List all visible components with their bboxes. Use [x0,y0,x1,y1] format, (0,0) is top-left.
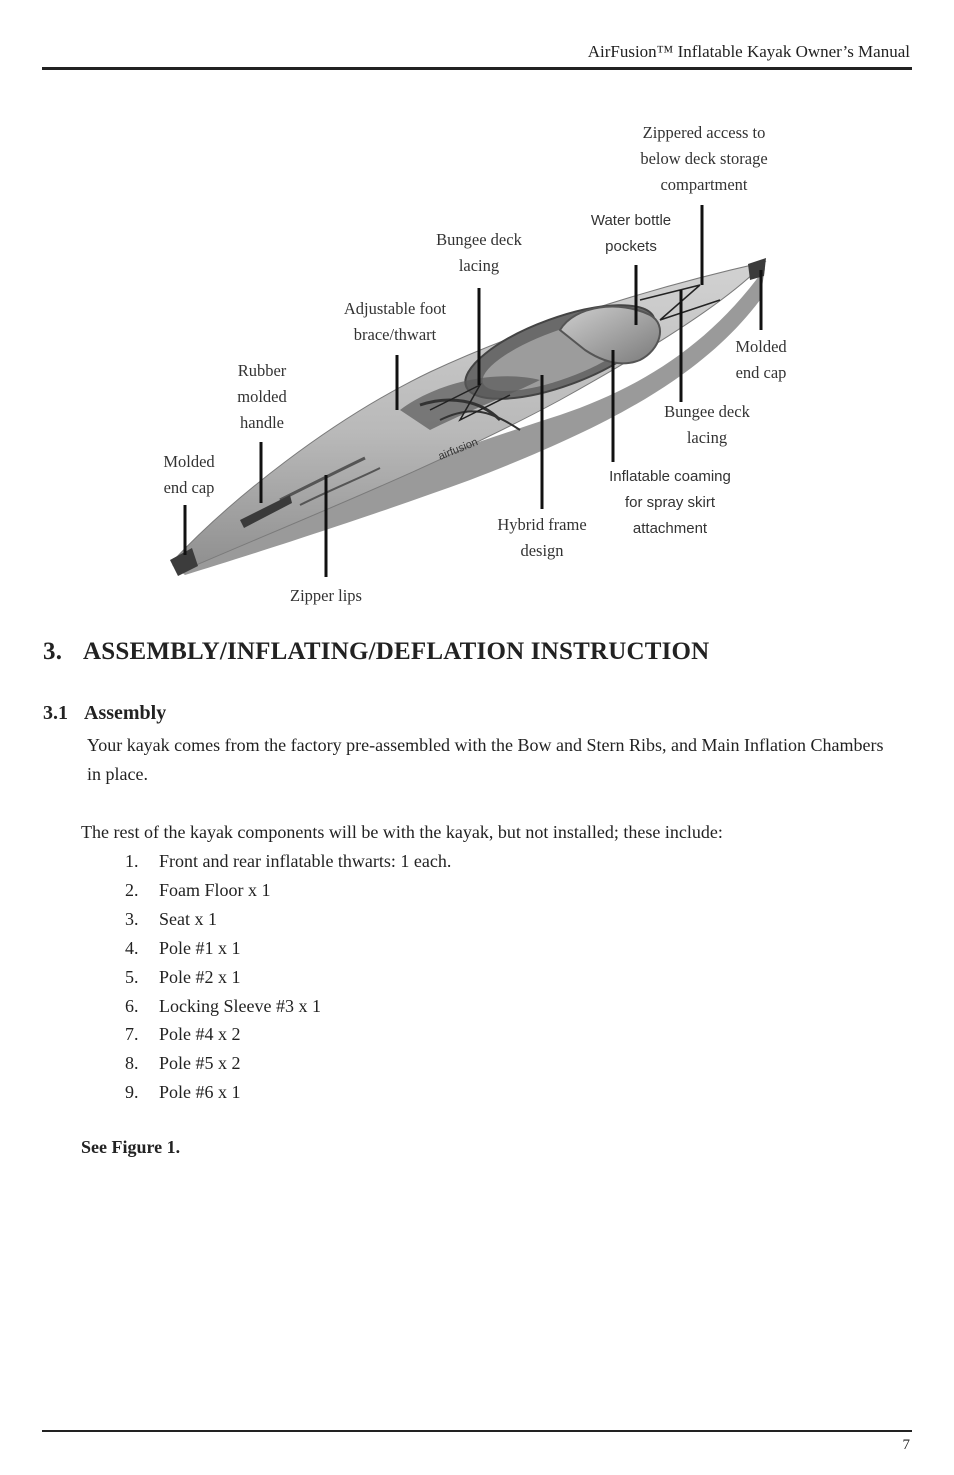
callout-foot-brace: Adjustable foot brace/thwart [343,299,447,344]
callout-zippered-access: Zippered access to below deck storage compartment [640,123,768,194]
callout-water-bottle: Water bottle pockets [590,212,672,255]
section-number: 3. [43,638,63,665]
callout-coaming: Inflatable coaming for spray skirt attachment [609,468,731,537]
subsection-title: Assembly [84,702,167,724]
subsection-number: 3.1 [43,702,68,724]
logo-text: airfusion [436,436,480,463]
callout-molded-end-cap-right: Molded end cap [735,337,787,382]
list-item: 8. Pole #5 x 2 [125,1053,241,1074]
callout-molded-end-cap-left: Molded end cap [163,452,215,497]
callout-rubber-handle: Rubber molded handle [237,361,287,432]
section-title: ASSEMBLY/INFLATING/DEFLATION INSTRUCTION [83,638,710,665]
footer-rule [42,1430,912,1432]
list-item: 2. Foam Floor x 1 [125,879,271,900]
list-item: 5. Pole #2 x 1 [125,966,241,987]
kayak-figure [0,0,954,620]
callout-bungee-top: Bungee deck lacing [436,230,522,275]
see-figure-note: See Figure 1. [81,1137,181,1157]
kayak-illustration [0,0,954,620]
page-number: 7 [902,1437,910,1453]
parts-list [125,847,451,1107]
list-item: 3. Seat x 1 [125,908,217,929]
list-item: 6. Locking Sleeve #3 x 1 [125,995,321,1016]
list-item: 9. Pole #6 x 1 [125,1082,241,1103]
list-item: 7. Pole #4 x 2 [125,1024,241,1045]
callout-zipper-lips: Zipper lips [290,586,362,605]
list-item: 1. Front and rear inflatable thwarts: 1 each. [125,851,452,871]
assembly-paragraph-1: Your kayak comes from the factory pre-assembled with the Bow and Stern Ribs, and Main Inflation Chambers in place. [87,735,884,784]
callout-bungee-right: Bungee deck lacing [664,402,750,447]
list-item: 4. Pole #1 x 1 [125,937,241,958]
subsection-heading [43,702,166,725]
assembly-paragraph-2: The rest of the kayak components will be with the kayak, but not installed; these include: [81,822,723,842]
running-header: AirFusion™ Inflatable Kayak Owner’s Manual [587,42,910,61]
callout-hybrid-frame: Hybrid frame design [497,515,587,560]
section-heading [43,638,709,666]
